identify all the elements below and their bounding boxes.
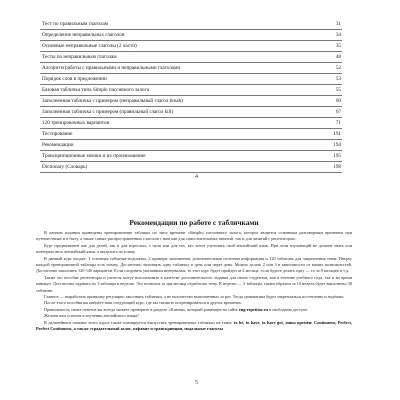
topics-list: to be, to have, to have got, типы времён: Continuous, Perfect, Perfect Continuous, а также страдательный залог, алфавит и транскрипция, модальные глаголы — [36, 319, 352, 332]
paragraph-text: Правильность своих ответов вы всегда можете проверить в разделе «Ключи», который размещён на сайте — [44, 306, 238, 312]
toc-entry-title: Определение неправильных глаголов — [42, 32, 125, 38]
paragraph: Также это пособие репетиторы и учителя могут использовать в качестве дополнительного задания для своих студентов, как в течение учебного года, так и во время каникул. Достаточно задавать по 3 таблицы в неделю. Это позволит за два месяца отработать тему. В неделю — 3 таблицы, таким образом за 10 недель будет выполнено 30 табличек. — [36, 274, 352, 293]
paragraph: После этого пособия вы найдёте наш следующий курс, где вы сможете потренироваться в других временах. — [44, 300, 242, 306]
toc-entry-title: Тестирование — [42, 131, 73, 137]
toc-row — [40, 19, 342, 30]
toc-entry-page: 60 — [335, 98, 341, 104]
paragraph: В данный курс входят: 1 основная табличка-подсказка, 2 примера заполнения, дополнительная полезная информация и 120 табличек для закрепления темы. Вверху каждой тренировочной таблицы есть номер. Достаточно заполнять одну табличку в день или через день. Можно делать 2 или 3 в зависимости от ваших возможностей. Достаточно заполнить 120-140 вариантов. Если следовать указанным интервалам, то этот курс будет пройден за 4 месяца, если будете делать одну — то за 8 месяцев и т.д. — [36, 255, 352, 274]
toc-entry-title: Основные неправильные глаголы (2 части) — [42, 43, 137, 49]
paragraph-text: в свободном доступе. — [268, 306, 309, 312]
site-link[interactable]: eng-repetitor.ru — [238, 306, 268, 312]
toc-row — [40, 74, 342, 85]
page-number: 4 — [195, 174, 198, 180]
toc-row — [40, 162, 342, 173]
toc-entry-page: 34 — [335, 32, 341, 38]
toc-row — [40, 129, 342, 140]
toc-row — [40, 63, 342, 74]
toc-entry-page: 48 — [335, 54, 341, 60]
toc-row — [40, 118, 342, 129]
toc-entry-page: 198 — [333, 164, 341, 170]
toc-entry-page: 71 — [335, 120, 341, 126]
paragraph: Курс предназначен как для детей, так и для взрослых, с нуля или для тех, кто хочет улучшить свой английский язык. При этом изучающий не должен знать или повторять весь английский язык, а выделить по плану. — [36, 242, 352, 255]
page-number: 5 — [195, 380, 198, 386]
toc-row — [40, 41, 342, 52]
toc-entry-title: Тест по правильным глаголам — [42, 21, 109, 27]
paragraph: Главное — выработать привычку регулярно заполнять таблички, а не количество выполненных за раз. Тогда грамматика будет закрепляться постепенно и надёжно. — [44, 294, 345, 300]
toc-entry-title: Базовая табличка типа Simple пассивного залога — [42, 87, 150, 93]
recommendations-page — [36, 218, 352, 333]
toc-row — [40, 85, 342, 96]
paragraph: Желаем вам успехов в изучении английского языка! — [44, 313, 139, 319]
toc-entry-page: 35 — [335, 43, 341, 49]
table-of-contents — [40, 19, 342, 173]
toc-entry-title: Заполненная табличка с примером (неправильный глагол break) — [42, 98, 183, 104]
toc-entry-page: 67 — [335, 109, 341, 115]
toc-entry-page: 55 — [335, 87, 341, 93]
toc-entry-title: Заполненная табличка с примером (правильный глагол kill) — [42, 109, 174, 115]
toc-entry-page: 53 — [335, 76, 341, 82]
toc-entry-title: Тесты по неправильным глаголам — [42, 54, 117, 60]
paragraph — [36, 320, 352, 333]
toc-entry-page: 194 — [333, 142, 341, 148]
toc-row — [40, 52, 342, 63]
toc-entry-title: Алгоритм работы с правильными и неправильными глаголами — [42, 65, 181, 71]
toc-row — [40, 30, 342, 41]
toc-row — [40, 140, 342, 151]
paragraph: В данном издании приведены тренировочные таблицы по типу времени «Simple» пассивного залога, которое является основным разговорным временем при путешествиях и в быту, а также самых распространенных глаголов с ним как для самостоятельных занятий, так и для занятий с репетитором. — [36, 230, 352, 242]
toc-row — [40, 107, 342, 118]
toc-entry-page: 195 — [333, 153, 341, 159]
paragraph-text: В дальнейшем помимо этого курса также планируется выпустить тренировочные таблички на темы: — [44, 319, 233, 325]
toc-entry-page: 52 — [335, 65, 341, 71]
section-body — [36, 230, 352, 333]
toc-entry-title: Рекомендации — [42, 142, 74, 148]
toc-entry-title: Транскрипционные значки и их произношение — [42, 153, 146, 159]
toc-entry-page: 31 — [335, 21, 341, 27]
section-title: Рекомендации по работе с табличками — [129, 218, 259, 227]
toc-row — [40, 96, 342, 107]
toc-entry-title: Порядок слов в предложении — [42, 76, 107, 82]
toc-entry-title: 120 тренировочных вариантов — [42, 120, 110, 126]
toc-entry-page: 191 — [333, 131, 341, 137]
toc-row — [40, 151, 342, 162]
toc-entry-title: Dictionary (Словарь) — [42, 164, 88, 170]
